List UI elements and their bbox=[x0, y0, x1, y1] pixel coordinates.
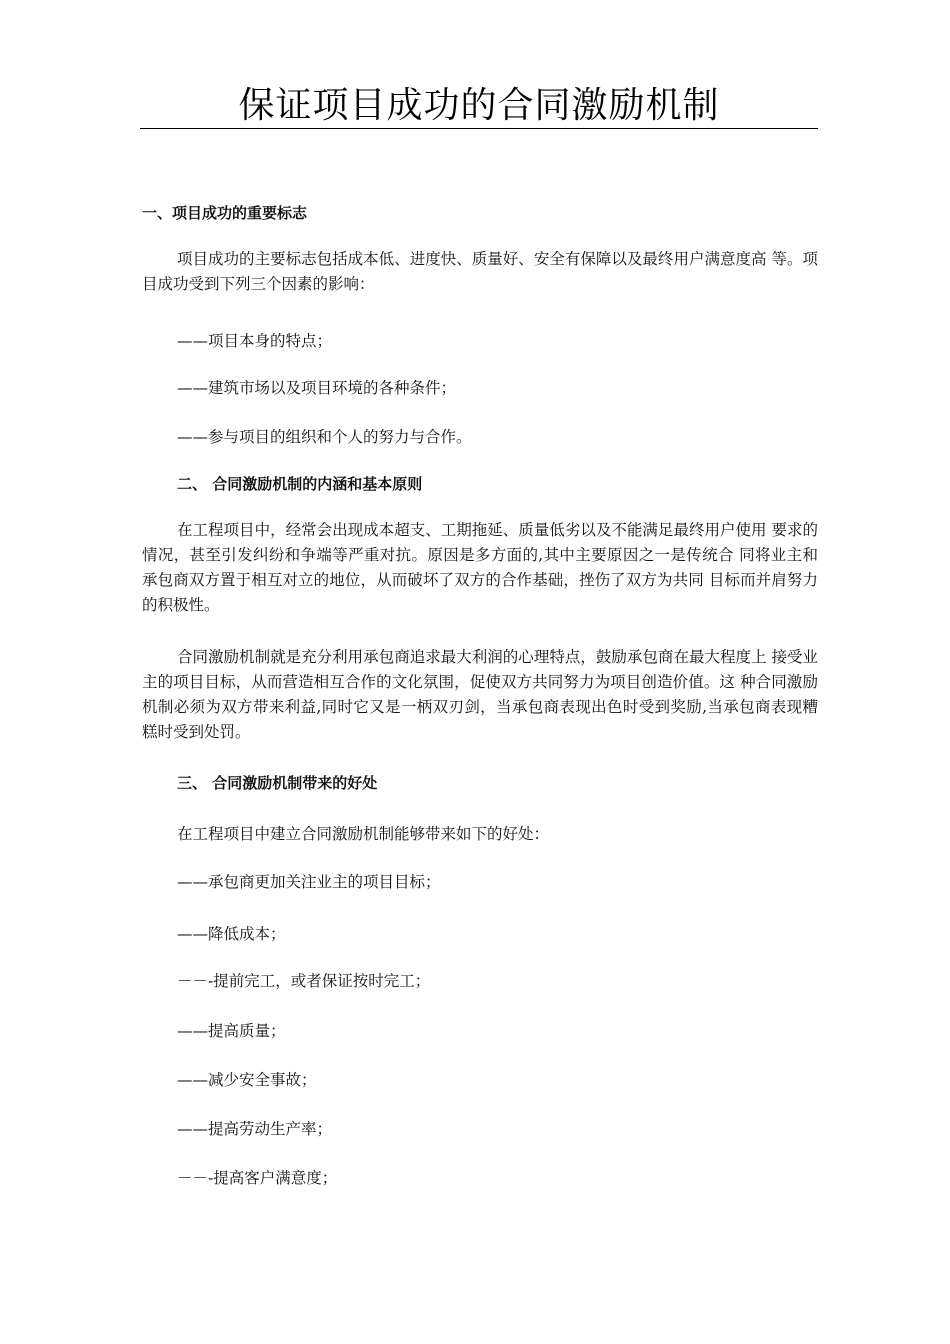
section-1-heading: 一、项目成功的重要标志 bbox=[142, 204, 308, 222]
section-3-item: －－-提前完工，或者保证按时完工； bbox=[177, 972, 431, 990]
section-3-item: ——提高质量； bbox=[177, 1022, 286, 1040]
section-3-intro: 在工程项目中建立合同激励机制能够带来如下的好处： bbox=[177, 825, 550, 843]
section-2-heading: 二、 合同激励机制的内涵和基本原则 bbox=[177, 475, 423, 493]
document-title: 保证项目成功的合同激励机制 bbox=[140, 84, 818, 129]
section-2-paragraph: 合同激励机制就是充分利用承包商追求最大利润的心理特点，鼓励承包商在最大程度上 接受业主的项目目标，从而营造相互合作的文化氛围，促使双方共同努力为项目创造价值。这 种合同激励机制必须为双方带来利益,同时它又是一柄双刃剑，当承包商表现出色时受到奖励,当承包商表现糟糕时受到处罚。 bbox=[142, 648, 818, 741]
section-3-item: ——降低成本； bbox=[177, 925, 286, 943]
section-1-paragraph: 项目成功的主要标志包括成本低、进度快、质量好、安全有保障以及最终用户满意度高 等。项目成功受到下列三个因素的影响： bbox=[142, 250, 818, 293]
section-3-item: －－-提高客户满意度； bbox=[177, 1169, 338, 1187]
section-3-item: ——减少安全事故； bbox=[177, 1071, 317, 1089]
section-3-item: ——承包商更加关注业主的项目目标； bbox=[177, 873, 441, 891]
section-3-item: ——提高劳动生产率； bbox=[177, 1120, 333, 1138]
section-1-item: ——项目本身的特点； bbox=[177, 332, 333, 350]
section-1-item: ——参与项目的组织和个人的努力与合作。 bbox=[177, 428, 472, 446]
section-1-item: ——建筑市场以及项目环境的各种条件； bbox=[177, 379, 457, 397]
section-2-paragraph: 在工程项目中，经常会出现成本超支、工期拖延、质量低劣以及不能满足最终用户使用 要求的情况，甚至引发纠纷和争端等严重对抗。原因是多方面的,其中主要原因之一是传统合 同将业主和承包商双方置于相互对立的地位，从而破坏了双方的合作基础，挫伤了双方为共同 目标而并肩努力的积极性。 bbox=[142, 521, 818, 614]
section-3-heading: 三、 合同激励机制带来的好处 bbox=[177, 774, 378, 792]
